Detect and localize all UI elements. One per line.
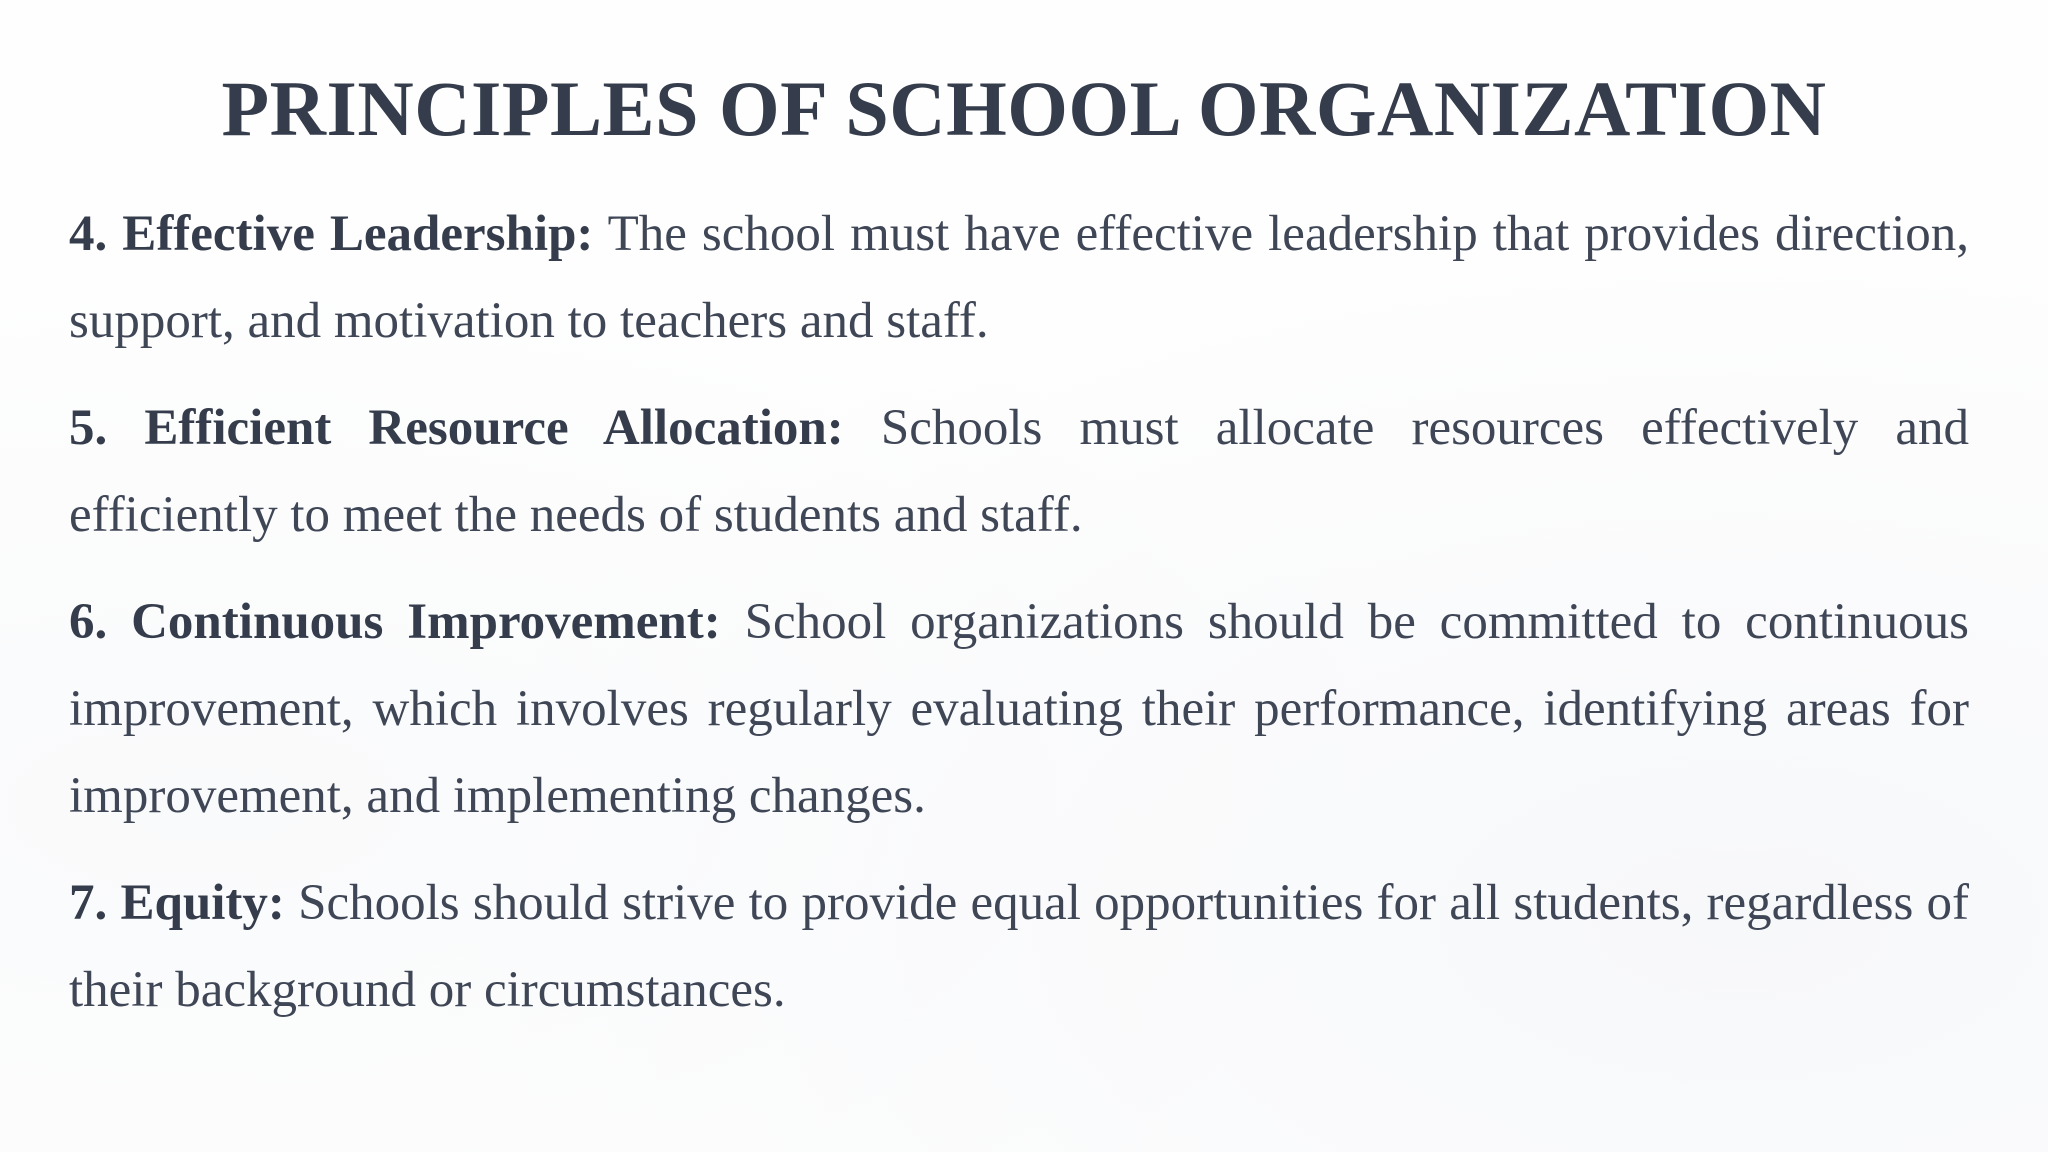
principle-text: Schools must allocate resources effectively and efficiently to meet the needs of students and staff. bbox=[69, 400, 1970, 543]
principle-item bbox=[69, 385, 1969, 559]
slide-title: PRINCIPLES OF SCHOOL ORGANIZATION bbox=[221, 65, 1827, 152]
principles-list bbox=[69, 191, 1969, 1054]
principle-text: The school must have effective leadership that provides direction, support, and motivation to teachers and staff. bbox=[69, 206, 1969, 349]
principle-label: 7. Equity: bbox=[69, 875, 285, 931]
principle-text: Schools should strive to provide equal opportunities for all students, regardless of their background or circumstances. bbox=[69, 875, 1970, 1018]
principle-item bbox=[69, 579, 1969, 840]
principle-label: 6. Continuous Improvement: bbox=[69, 594, 721, 650]
principle-text: School organizations should be committed to continuous improvement, which involves regularly evaluating their performance, identifying areas for improvement, and implementing changes. bbox=[69, 594, 1970, 824]
principle-label: 5. Efficient Resource Allocation: bbox=[69, 400, 844, 456]
principle-item bbox=[69, 860, 1969, 1034]
principle-item bbox=[69, 191, 1969, 365]
principle-label: 4. Effective Leadership: bbox=[69, 206, 594, 262]
